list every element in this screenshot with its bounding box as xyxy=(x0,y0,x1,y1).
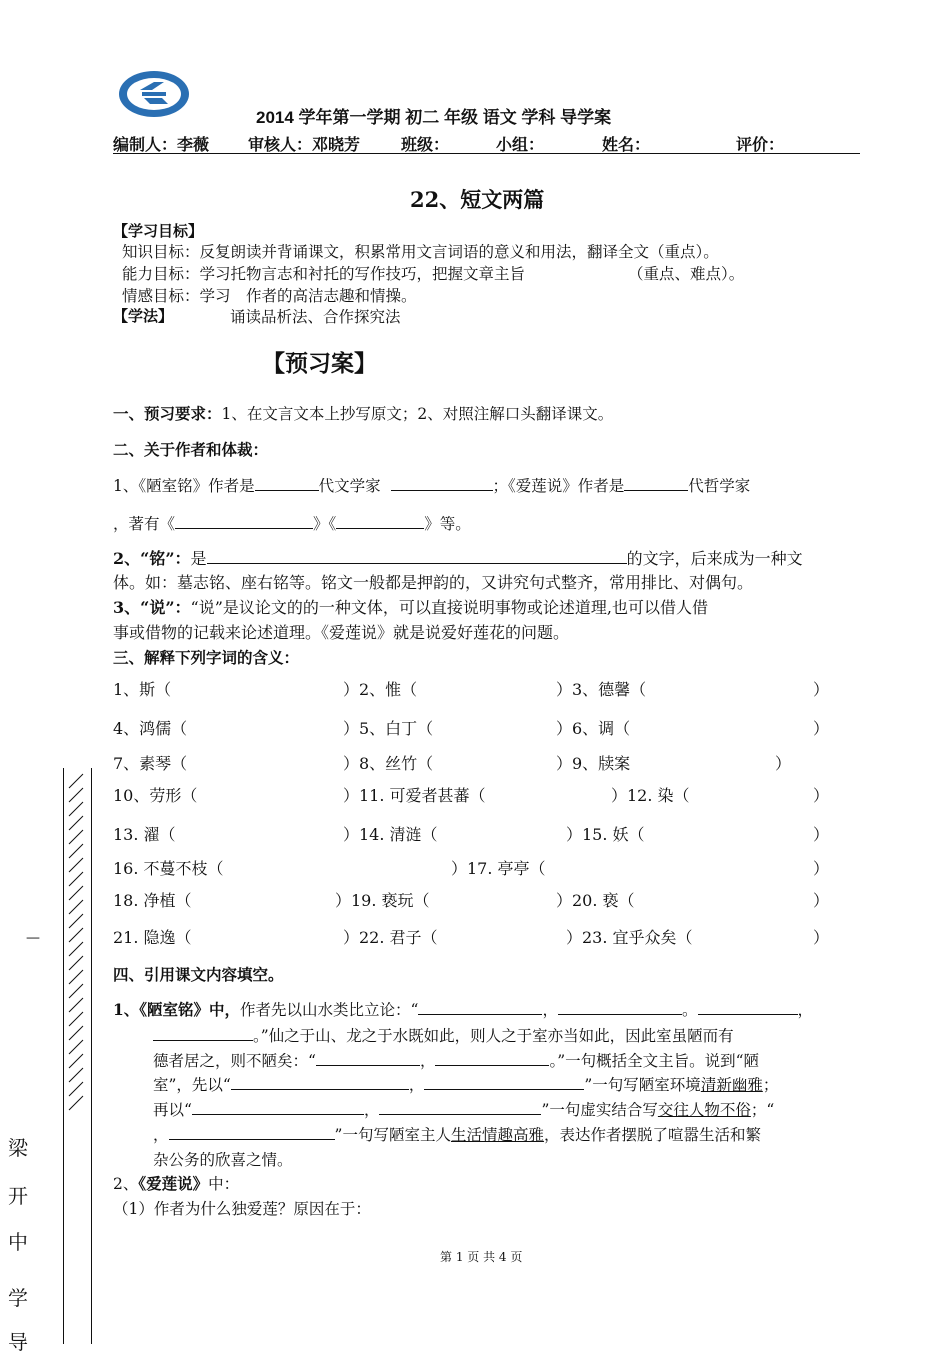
method-heading: 【学法】 xyxy=(113,307,174,325)
section4-p2: 2、《爱莲说》中： xyxy=(113,1174,240,1193)
meta-group: 小组： xyxy=(496,135,545,154)
lesson-title: 22、短文两篇 xyxy=(410,187,545,212)
blank[interactable] xyxy=(698,998,798,1015)
vocab-row: 18. 净植（ ）19. 亵玩（ ）20. 亵（ ） xyxy=(113,891,830,910)
blank[interactable] xyxy=(558,998,682,1015)
blank[interactable] xyxy=(379,1098,541,1115)
blank[interactable] xyxy=(169,1123,335,1140)
section2-q3-line2: 事或借物的记载来论述道理。《爱莲说》就是说爱好莲花的问题。 xyxy=(113,623,570,642)
school-char: 梁 xyxy=(8,1136,28,1160)
vocab-row: 16. 不蔓不枝（ ）17. 亭亭（ ） xyxy=(113,859,830,878)
binding-mark: — xyxy=(26,930,40,946)
section3-label: 三、解释下列字词的含义： xyxy=(113,648,300,667)
section1-text: 1、在文言文本上抄写原文；2、对照注解口头翻译课文。 xyxy=(221,405,614,423)
section2-q3-line1: 3、“说”：“说”是议论文的的一种文体，可以直接说明事物或论述道理,也可以借人借 xyxy=(113,598,708,617)
blank[interactable] xyxy=(624,474,688,491)
goal-ability-tail: （重点、难点）。 xyxy=(628,265,745,283)
vocab-row: 7、素琴（ ）8、丝竹（ ）9、牍案 ） xyxy=(113,754,792,773)
header-title: 2014 学年第一学期 初二 年级 语文 学科 导学案 xyxy=(256,108,612,127)
school-char: 学 xyxy=(8,1286,28,1310)
header-rule xyxy=(113,153,860,154)
section1 xyxy=(113,402,613,424)
goal-emotion: 情感目标：学习 作者的高洁志趣和情操。 xyxy=(122,287,417,305)
blank[interactable] xyxy=(424,1073,584,1090)
section4-label: 四、引用课文内容填空。 xyxy=(113,965,284,984)
preview-title: 【预习案】 xyxy=(262,350,377,377)
blank[interactable] xyxy=(391,474,493,491)
blank[interactable] xyxy=(192,1098,364,1115)
blank[interactable] xyxy=(175,512,313,529)
blank[interactable] xyxy=(153,1024,253,1041)
goal-ability: 能力目标：学习托物言志和衬托的写作技巧，把握文章主旨 xyxy=(122,265,526,283)
meta-reviewer: 审核人：邓晓芳 xyxy=(248,135,361,154)
blank[interactable] xyxy=(316,1049,420,1066)
meta-editor: 编制人：李薇 xyxy=(113,135,210,154)
section4-line3: 德者居之，则不陋矣：“ ， 。”一句概括全文主旨。说到“陋 xyxy=(153,1049,759,1071)
section2-q1-line1: 1、《陋室铭》作者是 代文学家 ；《爱莲说》作者是 代哲学家 xyxy=(113,474,750,496)
section2-q1-line2: ，著有《 》《 》等。 xyxy=(113,512,471,534)
section4-line5: 再以“ ， ”一句虚实结合写交往人物不俗；“ xyxy=(153,1098,774,1120)
section2-label: 二、关于作者和体裁： xyxy=(113,440,269,459)
blank[interactable] xyxy=(435,1049,549,1066)
meta-class: 班级： xyxy=(401,135,450,154)
vocab-row: 21. 隐逸（ ）22. 君子（ ）23. 宜乎众矣（ ） xyxy=(113,928,830,947)
vocab-row: 13. 濯（ ）14. 清涟（ ）15. 妖（ ） xyxy=(113,825,830,844)
binding-hatch xyxy=(63,768,89,1344)
meta-evaluation: 评价： xyxy=(736,135,785,154)
blank[interactable] xyxy=(336,512,424,529)
section4-line7: 杂公务的欣喜之情。 xyxy=(153,1151,293,1169)
blank[interactable] xyxy=(255,474,319,491)
blank[interactable] xyxy=(207,547,627,564)
goal-knowledge: 知识目标：反复朗读并背诵课文，积累常用文言词语的意义和用法，翻译全文（重点）。 xyxy=(122,243,719,261)
page-number: 第 1 页 共 4 页 xyxy=(440,1250,523,1264)
section4-line4: 室”，先以“ ， ”一句写陋室环境清新幽雅； xyxy=(153,1073,778,1095)
vocab-row: 4、鸿儒（ ）5、白丁（ ）6、调（ ） xyxy=(113,719,830,738)
blank[interactable] xyxy=(231,1073,409,1090)
section4-line6: ， ”一句写陋室主人生活情趣高雅，表达作者摆脱了喧嚣生活和繁 xyxy=(153,1123,761,1145)
section2-q2-line1: 2、“铭”：是 的文字，后来成为一种文 xyxy=(113,549,803,568)
meta-name: 姓名： xyxy=(602,135,651,154)
section1-label: 一、预习要求： xyxy=(113,404,222,423)
school-logo xyxy=(118,70,190,118)
school-char: 导 xyxy=(8,1330,28,1354)
goals-heading: 【学习目标】 xyxy=(113,222,204,240)
section4-p2-question: （1）作者为什么独爱莲？原因在于： xyxy=(113,1200,371,1218)
section2-q2-line2: 体。如：墓志铭、座右铭等。铭文一般都是押韵的，又讲究句式整齐，常用排比、对偶句。 xyxy=(113,573,754,592)
school-char: 开 xyxy=(8,1184,28,1208)
vocab-row: 10、劳形（ ）11. 可爱者甚蕃（ ）12. 染（ ） xyxy=(113,786,830,805)
school-char: 中 xyxy=(8,1230,28,1254)
binding-line-right xyxy=(91,768,92,1344)
vocab-row: 1、斯（ ）2、惟（ ）3、德馨（ ） xyxy=(113,680,830,699)
section4-line2: 。”仙之于山、龙之于水既如此，则人之于室亦当如此，因此室虽陋而有 xyxy=(153,1024,734,1046)
blank[interactable] xyxy=(418,998,542,1015)
method-text: 诵读品析法、合作探究法 xyxy=(230,308,401,326)
section4-line1: 1、《陋室铭》中，作者先以山水类比立论：“ ， 。 ， xyxy=(113,1000,814,1019)
